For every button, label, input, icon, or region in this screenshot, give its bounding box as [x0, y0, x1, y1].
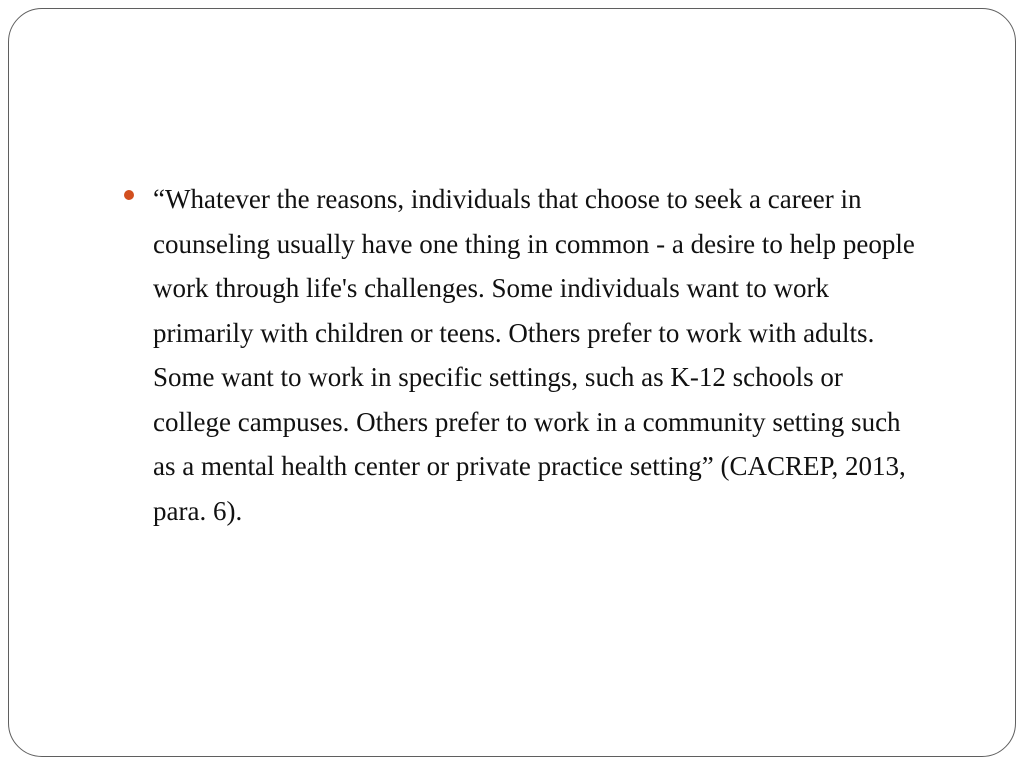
bullet-item — [117, 177, 917, 533]
slide-content — [9, 9, 1015, 756]
slide-frame — [8, 8, 1016, 757]
bullet-text: “Whatever the reasons, individuals that choose to seek a career in counseling usually have one thing in common - a desire to help people work through life's challenges. Some individuals want to work primarily with children or teens. Others prefer to work with adults. Some want to work in specific settings, such as K-12 schools or college campuses. Others prefer to work in a community setting such as a mental health center or private practice setting” (CACREP, 2013, para. 6). — [153, 184, 915, 526]
bullet-list — [117, 177, 917, 533]
bullet-dot-icon — [124, 190, 134, 200]
